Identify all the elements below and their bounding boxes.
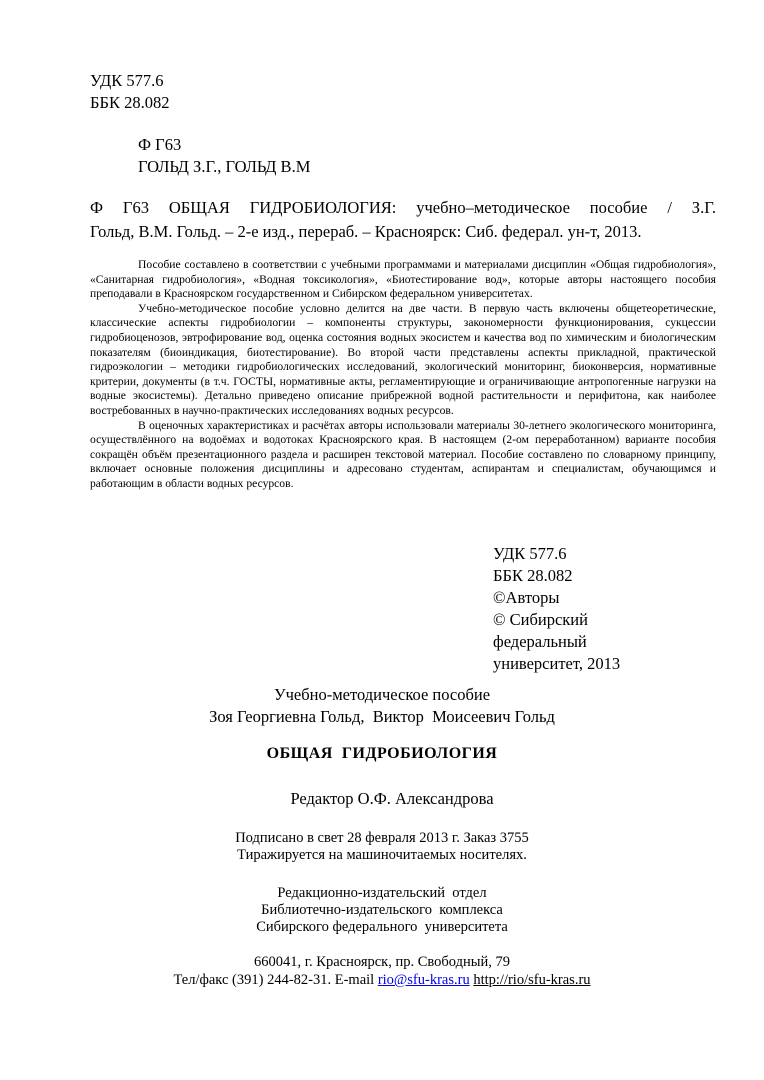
copyright-univ-1: © Сибирский bbox=[493, 610, 588, 629]
author-sign-block bbox=[138, 134, 310, 178]
copyright-udk: УДК 577.6 bbox=[493, 544, 567, 563]
publisher-line-3: Сибирского федерального университета bbox=[256, 919, 508, 935]
phone-fax-label: Тел/факс (391) 244-82-31. E-mail bbox=[173, 972, 378, 988]
copyright-univ-3: университет, 2013 bbox=[493, 654, 621, 673]
book-title-text: ОБЩАЯ ГИДРОБИОЛОГИЯ bbox=[266, 745, 498, 762]
publication-type: Учебно-методическое пособие bbox=[273, 685, 491, 704]
abstract-paragraph-3: В оценочных характеристиках и расчётах авторы использовали материалы 30-летнего экологического мониторинга, осуществлённого на водоёмах и водотоках Красноярского края. В настоящем (2-ом переработанном) варианте пособия сокращён объём презентационного раздела и расширен текстовой материал. Пособие составлено по словарному принципу, включает основные положения дисциплины и адресовано студентам, аспирантам и специалистам, обучающимся и работающим в области водных ресурсов. bbox=[90, 418, 716, 490]
email-link[interactable]: rio@sfu-kras.ru bbox=[377, 972, 470, 988]
postal-address: 660041, г. Красноярск, пр. Свободный, 79 bbox=[253, 954, 510, 970]
biblio-line-1: Ф Г63 ОБЩАЯ ГИДРОБИОЛОГИЯ: учебно–методическое пособие / З.Г. bbox=[90, 198, 716, 217]
contact-block bbox=[0, 953, 764, 989]
editor-line bbox=[0, 789, 764, 809]
copyright-bbk: ББК 28.082 bbox=[493, 566, 573, 585]
abstract bbox=[90, 258, 716, 492]
editor-text: Редактор О.Ф. Александрова bbox=[290, 789, 494, 808]
authors-caps: ГОЛЬД З.Г., ГОЛЬД В.М bbox=[138, 157, 311, 176]
abstract-paragraph-2: Учебно-методическое пособие условно делится на две части. В первую часть включены общетеоретические, классические аспекты гидробиологии – компоненты структуры, закономерности функционирования, сукцессии гидробиоценозов, эвтрофирование вод, оценка состояния водных экосистем и качества вод по химическим и биологическим показателям (биоиндикация, биотестирование). Во второй части представлены аспекты прикладной, практической гидроэкологии – методики гидробиологических исследований, экологический мониторинг, биоконверсия, нормативные критерии, документы (в т.ч. ГОСТЫ, нормативные акты, регламентирующие и ограничивающие антропогенные нагрузки на водные экосистемы). Детально приведено описание прибрежной водной растительности и перифитона, как наиболее востребованных в научно-практических исследованиях водных ресурсов. bbox=[90, 301, 716, 417]
website-link[interactable]: http://rio/sfu-kras.ru bbox=[473, 972, 591, 988]
classification-codes-top bbox=[90, 70, 169, 114]
author-code: Ф Г63 bbox=[138, 135, 182, 154]
bbk-code: ББК 28.082 bbox=[90, 93, 170, 112]
bibliographic-description bbox=[90, 196, 716, 244]
abstract-paragraph-1: Пособие составлено в соответствии с учебными программами и материалами дисциплин «Общая гидробиология», «Санитарная гидробиология», «Водная токсикология», «Биотестирование вод», которые авторы настоящего пособия преподавали в Красноярском государственном и Сибирском федеральном университетах. bbox=[90, 258, 716, 301]
book-title bbox=[0, 745, 764, 763]
publisher-line-1: Редакционно-издательский отдел bbox=[277, 885, 487, 901]
copyright-block bbox=[493, 543, 620, 675]
replication-text: Тиражируется на машиночитаемых носителях. bbox=[237, 847, 527, 863]
publication-type-block bbox=[0, 684, 764, 728]
publisher-line-2: Библиотечно-издательского комплекса bbox=[261, 902, 503, 918]
biblio-line-2: Гольд, В.М. Гольд. – 2-е изд., перераб. – Красноярск: Сиб. федерал. ун-т, 2013. bbox=[90, 222, 642, 241]
copyright-univ-2: федеральный bbox=[493, 632, 587, 651]
publisher-block bbox=[0, 885, 764, 936]
signed-text: Подписано в свет 28 февраля 2013 г. Заказ 3755 bbox=[235, 830, 529, 846]
copyright-authors: ©Авторы bbox=[493, 588, 560, 607]
authors-full-names: Зоя Георгиевна Гольд, Виктор Моисеевич Гольд bbox=[209, 707, 555, 726]
contact-line bbox=[0, 971, 764, 989]
udk-code: УДК 577.6 bbox=[90, 71, 164, 90]
signing-info bbox=[0, 830, 764, 864]
